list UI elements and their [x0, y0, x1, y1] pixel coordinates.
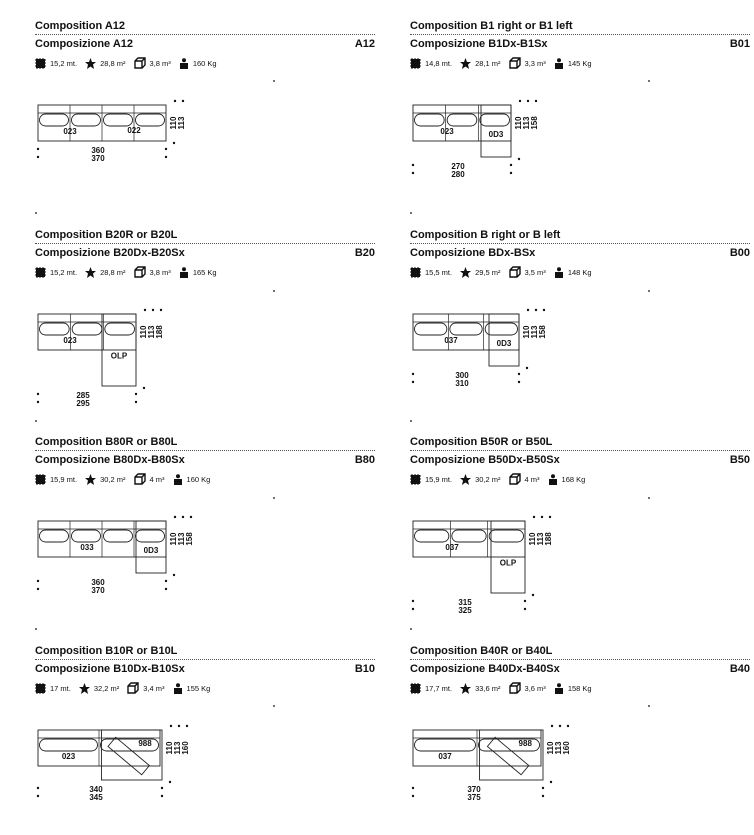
width-dimension: 285 — [76, 391, 90, 400]
decorative-dot — [410, 420, 412, 422]
depth-dimension: 110 — [169, 116, 178, 130]
cube-icon — [509, 473, 525, 485]
width-dimension: 270 — [451, 162, 465, 171]
width-dimension: 295 — [76, 399, 90, 408]
cube-icon — [134, 266, 150, 278]
length-icon — [410, 683, 425, 694]
composition-title-en: Composition B10R or B10L — [35, 645, 178, 657]
star-icon — [85, 58, 100, 69]
cube-icon — [134, 473, 150, 485]
spec-area: 29,5 m² — [475, 267, 501, 277]
star-icon — [85, 474, 100, 485]
composition-code: B80 — [354, 454, 375, 466]
depth-dimension: 113 — [177, 532, 186, 546]
floor-plan-diagram — [35, 289, 375, 414]
decorative-dot — [273, 705, 275, 707]
weight-icon — [548, 474, 562, 485]
star-icon — [79, 683, 94, 694]
floor-plan-diagram — [410, 80, 750, 205]
weight-icon — [179, 58, 193, 69]
specs-row — [35, 266, 225, 278]
module-code: 0D3 — [496, 339, 512, 349]
spec-area: 33,6 m² — [475, 683, 501, 693]
spec-area: 28,1 m² — [475, 58, 501, 68]
spec-length: 15,2 mt. — [50, 58, 78, 68]
length-icon — [35, 58, 50, 69]
weight-icon — [554, 58, 568, 69]
width-dimension: 325 — [458, 606, 472, 615]
composition-block — [35, 645, 375, 835]
specs-row — [410, 266, 600, 278]
sofa-plan — [410, 80, 750, 205]
decorative-dot — [273, 290, 275, 292]
module-code: 0D3 — [143, 546, 159, 556]
spec-area: 28,8 m² — [100, 58, 126, 68]
title-divider — [35, 243, 375, 244]
cube-icon — [509, 57, 525, 69]
sofa-plan — [410, 289, 750, 414]
spec-length: 17 mt. — [50, 683, 71, 693]
spec-length: 15,5 mt. — [425, 267, 453, 277]
module-code: 037 — [438, 752, 452, 761]
weight-icon — [179, 267, 193, 278]
cube-icon — [509, 682, 525, 694]
sofa-plan — [410, 496, 750, 621]
module-code: 037 — [445, 543, 459, 552]
decorative-dot — [273, 497, 275, 499]
weight-icon — [554, 267, 568, 278]
composition-code: B20 — [354, 247, 375, 259]
composition-block — [410, 20, 750, 210]
cube-icon — [127, 682, 143, 694]
spec-weight: 158 Kg — [567, 683, 592, 693]
sofa-plan — [35, 496, 375, 621]
spec-area: 28,8 m² — [100, 267, 126, 277]
spec-volume: 3,4 m³ — [143, 683, 165, 693]
composition-title-en: Composition B40R or B40L — [410, 645, 553, 657]
composition-block — [35, 229, 375, 419]
module-code: 023 — [63, 336, 77, 345]
composition-title-en: Composition A12 — [35, 20, 126, 32]
depth-dimension: 110 — [528, 532, 537, 546]
decorative-dot — [648, 290, 650, 292]
spec-weight: 148 Kg — [567, 267, 592, 277]
composition-code: A12 — [354, 38, 375, 50]
composition-title-en: Composition B50R or B50L — [410, 436, 553, 448]
composition-title-it: Composizione B20Dx-B20Sx — [35, 247, 185, 259]
depth-dimension: 113 — [554, 741, 563, 755]
spec-volume: 3,5 m³ — [524, 267, 546, 277]
composition-code: B40 — [729, 663, 750, 675]
depth-dimension: 113 — [536, 532, 545, 546]
weight-icon — [554, 683, 568, 694]
title-divider — [410, 34, 750, 35]
width-dimension: 360 — [91, 146, 105, 155]
module-code: 988 — [518, 739, 532, 748]
star-icon — [460, 58, 475, 69]
depth-dimension: 113 — [522, 116, 531, 130]
sofa-plan — [35, 80, 375, 205]
composition-code: B00 — [729, 247, 750, 259]
title-divider — [410, 659, 750, 660]
composition-block — [410, 229, 750, 419]
depth-dimension: 110 — [514, 116, 523, 130]
module-code: 037 — [444, 336, 458, 345]
decorative-dot — [648, 80, 650, 82]
star-icon — [85, 267, 100, 278]
module-code: 023 — [61, 752, 76, 761]
composition-title-en: Composition B right or B left — [410, 229, 561, 241]
composition-block — [35, 436, 375, 626]
specs-row — [410, 57, 600, 69]
composition-title-it: Composizione B40Dx-B40Sx — [410, 663, 560, 675]
decorative-dot — [648, 497, 650, 499]
module-code: OLP — [110, 351, 128, 361]
composition-block — [35, 20, 375, 210]
decorative-dot — [35, 628, 37, 630]
module-code: 988 — [138, 739, 152, 748]
composition-title-en: Composition B80R or B80L — [35, 436, 178, 448]
depth-dimension: 110 — [169, 532, 178, 546]
composition-title-en: Composition B20R or B20L — [35, 229, 178, 241]
spec-length: 15,9 mt. — [50, 474, 78, 484]
weight-icon — [173, 474, 187, 485]
composition-title-it: Composizione B10Dx-B10Sx — [35, 663, 185, 675]
depth-dimension: 160 — [181, 741, 190, 755]
depth-dimension: 160 — [562, 741, 571, 755]
title-divider — [410, 450, 750, 451]
spec-weight: 160 Kg — [186, 474, 211, 484]
spec-volume: 3,6 m³ — [524, 683, 546, 693]
title-divider — [35, 34, 375, 35]
spec-weight: 160 Kg — [192, 58, 217, 68]
specs-row — [35, 473, 218, 485]
depth-dimension: 188 — [155, 325, 164, 339]
floor-plan-diagram — [410, 289, 750, 414]
spec-volume: 3,8 m³ — [149, 58, 171, 68]
depth-dimension: 188 — [544, 532, 553, 546]
spec-weight: 155 Kg — [186, 683, 211, 693]
width-dimension: 300 — [455, 371, 469, 380]
length-icon — [35, 474, 50, 485]
length-icon — [410, 267, 425, 278]
composition-title-en: Composition B1 right or B1 left — [410, 20, 573, 32]
spec-length: 15,2 mt. — [50, 267, 78, 277]
spec-weight: 168 Kg — [561, 474, 586, 484]
floor-plan-diagram — [35, 80, 375, 205]
cube-icon — [134, 57, 150, 69]
width-dimension: 360 — [91, 578, 105, 587]
width-dimension: 370 — [91, 586, 105, 595]
spec-volume: 4 m³ — [524, 474, 540, 484]
decorative-dot — [410, 628, 412, 630]
decorative-dot — [648, 705, 650, 707]
weight-icon — [173, 683, 187, 694]
specs-row — [35, 57, 225, 69]
spec-area: 32,2 m² — [93, 683, 120, 693]
decorative-dot — [410, 212, 412, 214]
composition-title-it: Composizione A12 — [35, 38, 133, 50]
width-dimension: 370 — [467, 785, 481, 794]
spec-volume: 4 m³ — [149, 474, 165, 484]
depth-dimension: 113 — [177, 116, 186, 130]
sofa-plan — [35, 289, 375, 414]
decorative-dot — [35, 212, 37, 214]
width-dimension: 280 — [451, 170, 465, 179]
width-dimension: 370 — [91, 154, 105, 163]
star-icon — [460, 474, 475, 485]
depth-dimension: 113 — [147, 325, 156, 339]
depth-dimension: 110 — [546, 741, 555, 755]
length-icon — [35, 683, 50, 694]
module-code: 0D3 — [488, 130, 504, 140]
composition-code: B10 — [354, 663, 375, 675]
spec-volume: 3,8 m³ — [149, 267, 171, 277]
star-icon — [460, 683, 475, 694]
title-divider — [410, 243, 750, 244]
module-code: 033 — [80, 543, 94, 552]
spec-area: 30,2 m² — [475, 474, 501, 484]
depth-dimension: 113 — [173, 741, 182, 755]
sofa-plan — [410, 705, 750, 830]
length-icon — [35, 267, 50, 278]
specs-row — [410, 682, 600, 694]
width-dimension: 340 — [89, 785, 103, 794]
length-icon — [410, 58, 425, 69]
module-code: 022 — [127, 126, 141, 135]
depth-dimension: 158 — [185, 532, 194, 546]
sofa-plan — [35, 705, 375, 830]
composition-code: B01 — [729, 38, 750, 50]
composition-title-it: Composizione B80Dx-B80Sx — [35, 454, 185, 466]
floor-plan-diagram — [410, 496, 750, 621]
spec-weight: 145 Kg — [567, 58, 592, 68]
cube-icon — [509, 266, 525, 278]
width-dimension: 315 — [458, 598, 472, 607]
depth-dimension: 110 — [165, 741, 174, 755]
spec-length: 17,7 mt. — [425, 683, 453, 693]
floor-plan-diagram — [410, 705, 750, 830]
title-divider — [35, 659, 375, 660]
spec-volume: 3,3 m³ — [524, 58, 546, 68]
spec-weight: 165 Kg — [192, 267, 217, 277]
specs-row — [35, 682, 218, 694]
depth-dimension: 110 — [522, 325, 531, 339]
floor-plan-diagram — [35, 496, 375, 621]
composition-block — [410, 436, 750, 626]
composition-title-it: Composizione B50Dx-B50Sx — [410, 454, 560, 466]
floor-plan-diagram — [35, 705, 375, 830]
depth-dimension: 158 — [538, 325, 547, 339]
length-icon — [410, 474, 425, 485]
width-dimension: 345 — [89, 793, 103, 802]
specs-row — [410, 473, 593, 485]
composition-title-it: Composizione B1Dx-B1Sx — [410, 38, 548, 50]
width-dimension: 310 — [455, 379, 469, 388]
module-code: OLP — [499, 558, 517, 568]
depth-dimension: 113 — [530, 325, 539, 339]
title-divider — [35, 450, 375, 451]
spec-area: 30,2 m² — [100, 474, 126, 484]
spec-length: 14,8 mt. — [425, 58, 453, 68]
decorative-dot — [273, 80, 275, 82]
depth-dimension: 110 — [139, 325, 148, 339]
module-code: 023 — [63, 127, 77, 136]
composition-title-it: Composizione BDx-BSx — [410, 247, 536, 259]
width-dimension: 375 — [467, 793, 481, 802]
composition-code: B50 — [729, 454, 750, 466]
spec-length: 15,9 mt. — [425, 474, 453, 484]
module-code: 023 — [440, 127, 454, 136]
composition-block — [410, 645, 750, 835]
decorative-dot — [35, 420, 37, 422]
star-icon — [460, 267, 475, 278]
depth-dimension: 158 — [530, 116, 539, 130]
